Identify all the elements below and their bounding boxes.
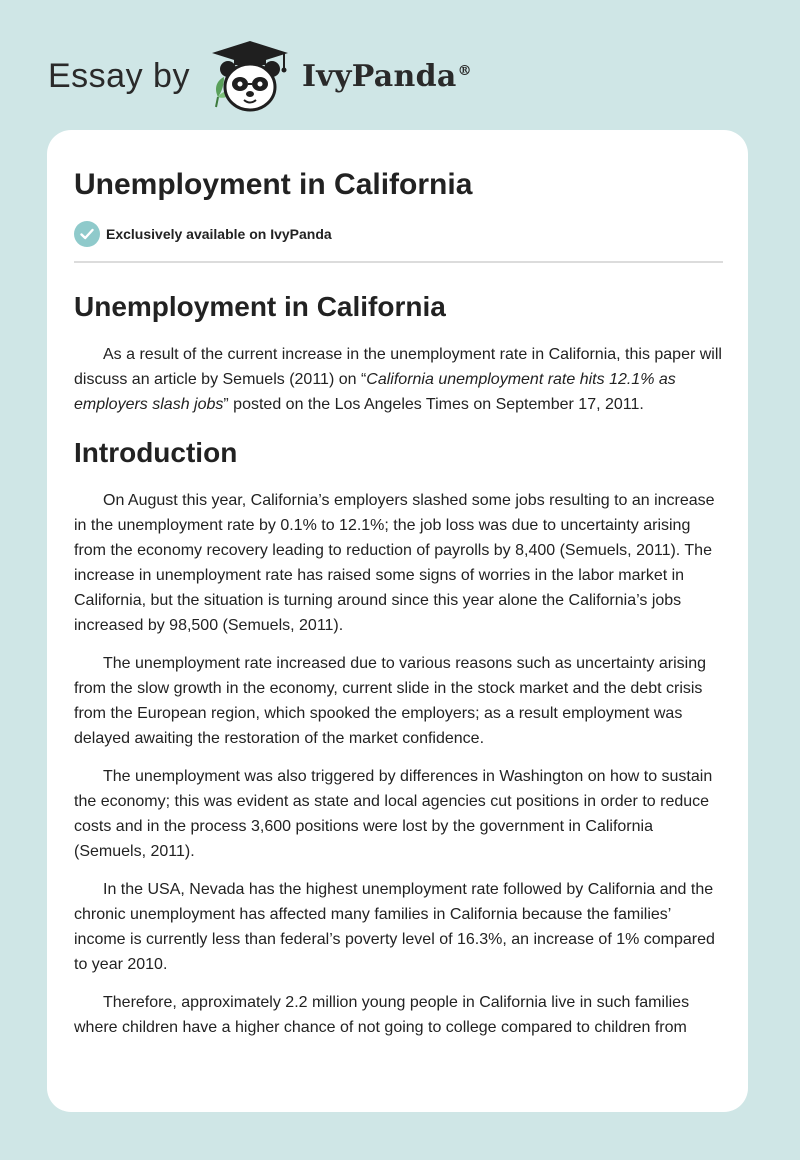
paragraph: In the USA, Nevada has the highest unemployment rate followed by California and the chronic unemployment has affected many families in California because the families’ income is currently less than federal’s poverty level of 16.3%, an increase of 1% compared to year 2010. bbox=[74, 881, 715, 973]
exclusive-badge-text: Exclusively available on IvyPanda bbox=[106, 226, 332, 242]
panda-graduate-logo-icon bbox=[204, 39, 296, 113]
check-icon bbox=[74, 221, 100, 247]
essay-content bbox=[74, 280, 724, 1053]
section-heading: Introduction bbox=[74, 437, 238, 468]
article-title: California unemployment rate hits 12.1% as employers slash jobs bbox=[74, 371, 676, 413]
paragraph: On August this year, California’s employers slashed some jobs resulting to an increase in the unemployment rate by 0.1% to 12.1%; the job loss was due to uncertainty arising from the economy recovery leading to reduction of payrolls by 8,400 (Semuels, 2011). The increase in unemployment rate has raised some signs of worries in the labor market in California, but the situation is turning around since this year alone the California’s jobs increased by 98,500 (Semuels, 2011). bbox=[74, 492, 715, 634]
paragraph: The unemployment was also triggered by differences in Washington on how to sustain the economy; this was evident as state and local agencies cut positions in order to reduce costs and in the process 3,600 positions were lost by the government in California (Semuels, 2011). bbox=[74, 768, 713, 860]
brand-name: IvyPanda® bbox=[301, 58, 472, 94]
essay-card bbox=[47, 130, 748, 1112]
paragraph: The unemployment rate increased due to various reasons such as uncertainty arising from the slow growth in the economy, current slide in the stock market and the debt crisis from the European region, which spooked the employers; as a result employment was delayed awaiting the restoration of the market confidence. bbox=[74, 655, 706, 747]
essay-by-label: Essay by bbox=[48, 56, 190, 95]
page-title: Unemployment in California bbox=[74, 168, 473, 201]
section-heading: Unemployment in California bbox=[74, 291, 446, 322]
paragraph: As a result of the current increase in the unemployment rate in California, this paper will discuss an article by Semuels (2011) on “California unemployment rate hits 12.1% as employers slash jobs” posted on the Los Angeles Times on September 17, 2011. bbox=[74, 346, 722, 413]
registered-mark: ® bbox=[457, 62, 472, 79]
paragraph: Therefore, approximately 2.2 million young people in California live in such families where children have a higher chance of not going to college compared to children from bbox=[74, 994, 690, 1036]
site-header bbox=[48, 36, 472, 116]
exclusive-badge bbox=[74, 221, 332, 247]
divider bbox=[74, 261, 723, 263]
